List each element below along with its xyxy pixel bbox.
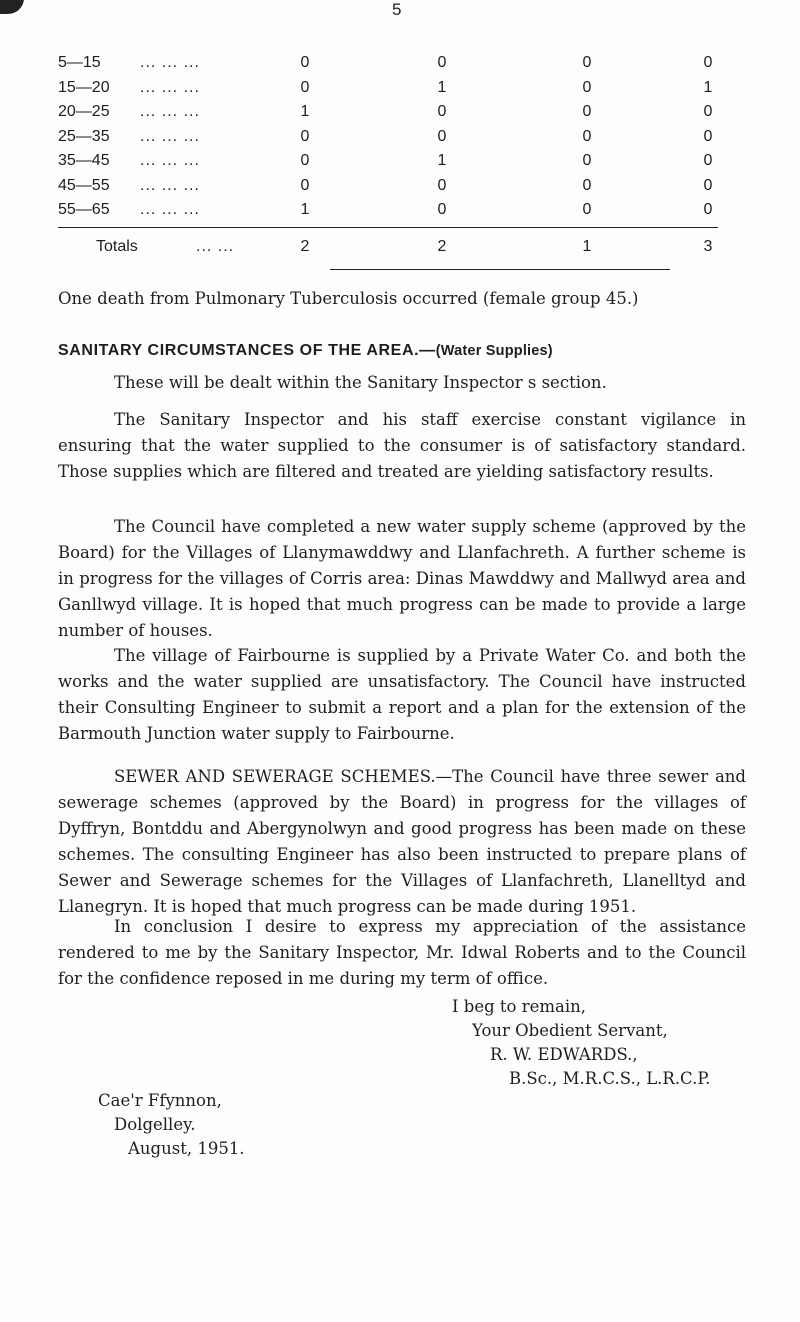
- signature-name: R. W. EDWARDS.,: [490, 1045, 638, 1064]
- table-cell: 1: [437, 78, 447, 96]
- table-cell: 0: [703, 103, 713, 120]
- age-group-table: [58, 54, 718, 226]
- age-group-label: 20—25: [58, 103, 110, 120]
- age-group-label: 45—55: [58, 176, 110, 194]
- table-cell: 0: [437, 127, 447, 145]
- table-cell: 0: [437, 201, 447, 218]
- leader-dots: ... ... ...: [140, 103, 200, 120]
- leader-dots: ... ... ...: [140, 127, 200, 145]
- table-rule-top: [58, 227, 718, 228]
- table-cell: 1: [300, 201, 310, 218]
- table-row: [58, 201, 718, 226]
- table-row: [58, 103, 718, 128]
- death-note: One death from Pulmonary Tuberculosis occurred (female group 45.): [58, 289, 639, 308]
- table-row: [58, 177, 718, 202]
- totals-value: 2: [437, 238, 447, 255]
- totals-dots: ... ...: [196, 238, 235, 255]
- leader-dots: ... ... ...: [140, 201, 200, 218]
- totals-label: Totals: [96, 238, 138, 255]
- age-group-label: 15—20: [58, 78, 110, 96]
- table-cell: 0: [582, 127, 592, 145]
- section-heading: [58, 342, 758, 360]
- table-cell: 0: [582, 176, 592, 194]
- table-cell: 0: [437, 176, 447, 194]
- table-cell: 1: [437, 152, 447, 169]
- paragraph-inspector-section: These will be dealt within the Sanitary Inspector s section.: [114, 373, 607, 392]
- signoff-line: I beg to remain,: [452, 997, 586, 1016]
- page-number: 5: [392, 0, 402, 19]
- scan-corner-mark: [0, 0, 24, 14]
- table-cell: 0: [582, 152, 592, 169]
- table-rule-bottom: [330, 269, 670, 270]
- signoff-line: Your Obedient Servant,: [472, 1021, 668, 1040]
- age-group-label: 55—65: [58, 201, 110, 218]
- paragraph-vigilance: The Sanitary Inspector and his staff exercise constant vigilance in ensuring that the water supplied to the consumer is of satisfactory standard. Those supplies which are filtered and treated are yielding satisfactory results.: [58, 410, 746, 481]
- totals-value: 1: [582, 238, 592, 255]
- table-cell: 0: [582, 103, 592, 120]
- table-cell: 0: [703, 201, 713, 218]
- table-cell: 1: [703, 78, 713, 96]
- table-cell: 0: [437, 103, 447, 120]
- table-cell: 0: [582, 54, 592, 71]
- age-group-label: 5—15: [58, 54, 101, 71]
- leader-dots: ... ... ...: [140, 152, 200, 169]
- table-cell: 0: [300, 54, 310, 71]
- table-cell: 1: [300, 103, 310, 120]
- table-cell: 0: [703, 152, 713, 169]
- table-cell: 0: [300, 152, 310, 169]
- table-cell: 0: [582, 78, 592, 96]
- table-cell: 0: [300, 127, 310, 145]
- paragraph-sewer-schemes: SEWER AND SEWERAGE SCHEMES.—The Council have three sewer and sewerage schemes (approved by the Board) in progress for the villages of Dyffryn, Bontddu and Abergynolwyn and good progress has been made on these schemes. The consulting Engineer has also been instructed to prepare plans of Sewer and Sewerage schemes for the Villages of Llanfachreth, Llanelltyd and Llanegryn. It is hoped that much progress can be made during 1951.: [58, 767, 746, 916]
- table-cell: 0: [300, 78, 310, 96]
- totals-value: 2: [300, 238, 310, 255]
- table-row: [58, 152, 718, 177]
- table-cell: 0: [437, 54, 447, 71]
- age-group-label: 25—35: [58, 127, 110, 145]
- address-line: Cae'r Ffynnon,: [98, 1091, 222, 1110]
- address-date: August, 1951.: [128, 1139, 245, 1158]
- table-cell: 0: [300, 176, 310, 194]
- paragraph-conclusion: In conclusion I desire to express my appreciation of the assistance rendered to me by the Sanitary Inspector, Mr. Idwal Roberts and to the Council for the confidence reposed in me during my term of office.: [58, 917, 746, 988]
- paragraph-fairbourne: The village of Fairbourne is supplied by a Private Water Co. and both the works and the water supplied are unsatisfactory. The Council have instructed their Consulting Engineer to submit a report and a plan for the extension of the Barmouth Junction water supply to Fairbourne.: [58, 646, 746, 743]
- signature-qualifications: B.Sc., M.R.C.S., L.R.C.P.: [509, 1069, 711, 1088]
- section-heading-sub: (Water Supplies): [435, 343, 553, 359]
- age-group-label: 35—45: [58, 152, 110, 169]
- section-heading-main: SANITARY CIRCUMSTANCES OF THE AREA.—: [58, 342, 436, 359]
- table-row: [58, 128, 718, 153]
- table-row: [58, 79, 718, 104]
- leader-dots: ... ... ...: [140, 78, 200, 96]
- table-cell: 0: [703, 176, 713, 194]
- leader-dots: ... ... ...: [140, 54, 200, 71]
- table-row: [58, 54, 718, 79]
- table-cell: 0: [703, 127, 713, 145]
- totals-value: 3: [703, 238, 713, 255]
- address-line: Dolgelley.: [114, 1115, 196, 1134]
- paragraph-water-schemes: The Council have completed a new water supply scheme (approved by the Board) for the Villages of Llanymawddwy and Llanfachreth. A further scheme is in progress for the villages of Corris area: Dinas Mawddwy and Mallwyd area and Ganllwyd village. It is hoped that much progress can be made to provide a large number of houses.: [58, 517, 746, 640]
- totals-row: [58, 238, 718, 262]
- table-cell: 0: [582, 201, 592, 218]
- table-cell: 0: [703, 54, 713, 71]
- leader-dots: ... ... ...: [140, 176, 200, 194]
